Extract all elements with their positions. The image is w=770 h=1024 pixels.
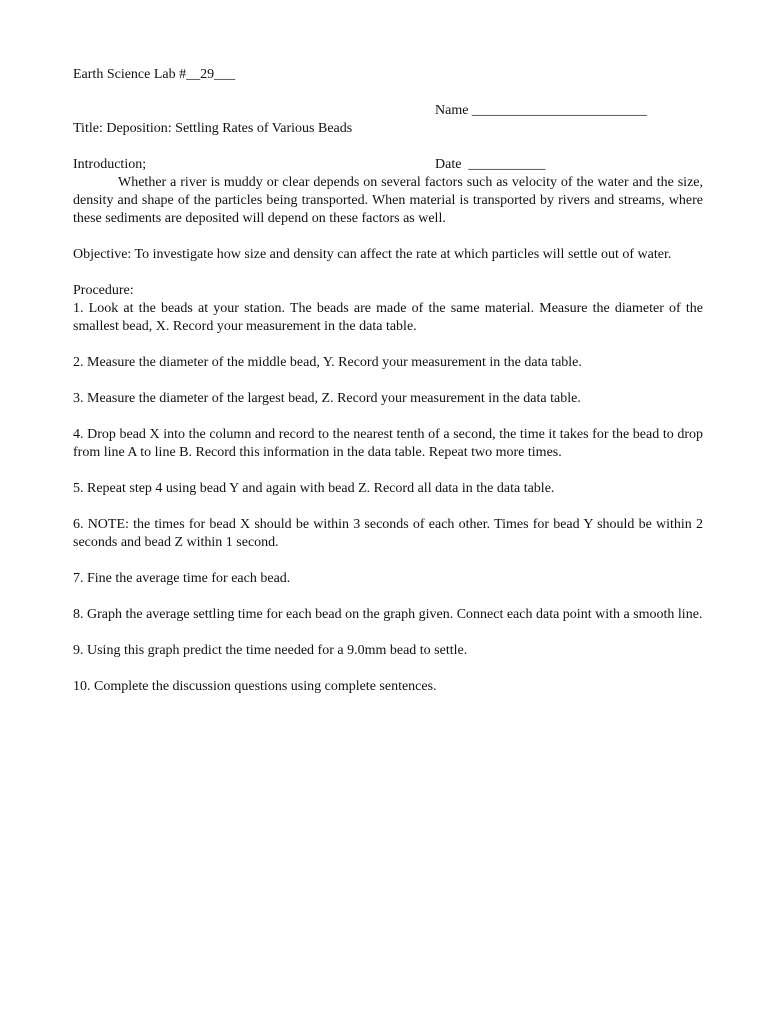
name-date-block <box>435 66 647 210</box>
procedure-heading: Procedure: <box>73 283 134 298</box>
procedure-step-2: 2. Measure the diameter of the middle bead, Y. Record your measurement in the data table. <box>73 355 582 370</box>
procedure-step-5: 5. Repeat step 4 using bead Y and again with bead Z. Record all data in the data table. <box>73 481 555 496</box>
introduction-text: Whether a river is muddy or clear depends on several factors such as velocity of the water and the size, density and shape of the particles being transported. When material is transported by rivers and streams, where these sediments are deposited will depend on these factors as well. <box>73 175 703 226</box>
procedure-step-9: 9. Using this graph predict the time needed for a 9.0mm bead to settle. <box>73 643 468 658</box>
introduction-heading: Introduction; <box>73 157 147 172</box>
procedure-section <box>73 282 703 696</box>
procedure-step-1: 1. Look at the beads at your station. The beads are made of the same material. Measure the diameter of the smallest bead, X. Record your measurement in the data table. <box>73 301 703 334</box>
procedure-step-4: 4. Drop bead X into the column and record to the nearest tenth of a second, the time it takes for the bead to drop from line A to line B. Record this information in the data table. Repeat two more times. <box>73 427 703 460</box>
lab-title: Title: Deposition: Settling Rates of Various Beads <box>73 121 353 136</box>
procedure-step-7: 7. Fine the average time for each bead. <box>73 571 291 586</box>
procedure-steps <box>73 300 703 696</box>
date-field: Date ___________ <box>435 157 546 172</box>
worksheet-page <box>73 64 703 696</box>
procedure-step-3: 3. Measure the diameter of the largest bead, Z. Record your measurement in the data table. <box>73 391 581 406</box>
name-field: Name _________________________ <box>435 103 647 118</box>
procedure-step-6: 6. NOTE: the times for bead X should be within 3 seconds of each other. Times for bead Y should be within 2 seconds and bead Z within 1 second. <box>73 517 703 550</box>
procedure-step-10: 10. Complete the discussion questions using complete sentences. <box>73 679 437 694</box>
lab-number: Earth Science Lab #__29___ <box>73 67 236 82</box>
objective-section <box>73 246 703 264</box>
objective-text: Objective: To investigate how size and density can affect the rate at which particles will settle out of water. <box>73 247 672 262</box>
procedure-step-8: 8. Graph the average settling time for each bead on the graph given. Connect each data point with a smooth line. <box>73 607 703 622</box>
